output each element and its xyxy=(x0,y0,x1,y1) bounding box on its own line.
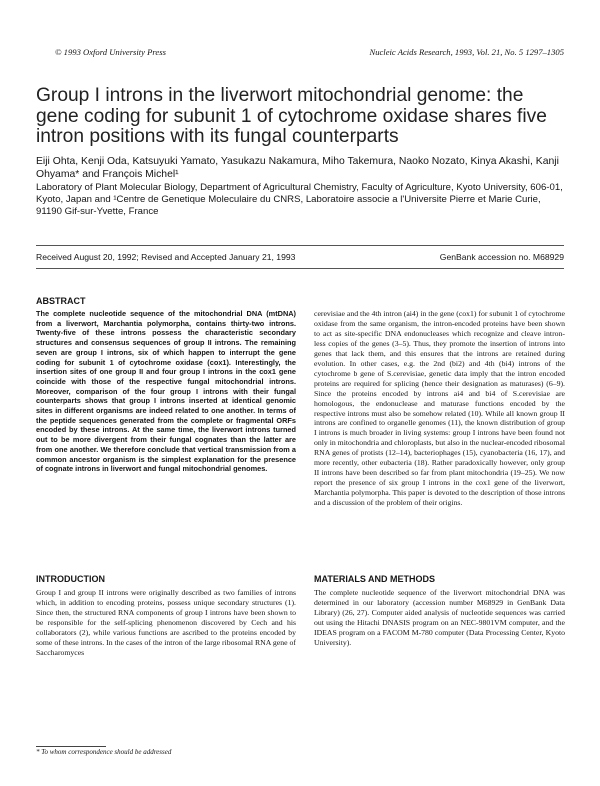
genbank-accession: GenBank accession no. M68929 xyxy=(439,252,564,262)
journal-copyright: © 1993 Oxford University Press xyxy=(55,47,166,57)
author-list: Eiji Ohta, Kenji Oda, Katsuyuki Yamato, Yasukazu Nakamura, Miho Takemura, Naoko Nozato, Kinya Akashi, Kanji Ohyama* and François Michel¹ xyxy=(36,156,559,180)
divider-top xyxy=(36,245,564,246)
introduction-body: Group I and group II introns were originally described as two families of introns which, in addition to encoding proteins, possess unique secondary structures (1). Since then, the structured RNA components of group I introns have been shown to be responsible for the self-splicing phenomenon discovered by Cech and his collaborators (2), while various functions are ascribed to the proteins encoded by some of these introns. In the cases of the intron of the large ribosomal RNA gene of Saccharomyces xyxy=(36,588,296,657)
affiliation: Laboratory of Plant Molecular Biology, Department of Agricultural Chemistry, Faculty of Agriculture, Kyoto University, 606-01, Kyoto, Japan and ¹Centre de Genetique Moleculaire du CNRS, Laboratoire associe a l'Universite Pierre et Marie Curie, 91190 Gif-sur-Yvette, France xyxy=(36,182,563,218)
received-dates: Received August 20, 1992; Revised and Accepted January 21, 1993 xyxy=(36,252,296,262)
methods-heading: MATERIALS AND METHODS xyxy=(314,574,435,584)
abstract-heading: ABSTRACT xyxy=(36,296,86,306)
divider-bottom xyxy=(36,268,564,269)
abstract-body: The complete nucleotide sequence of the mitochondrial DNA (mtDNA) from a liverwort, Marchantia polymorpha, contains thirty-two introns. Twenty-five of these introns possess the characteristic secondary structures and consensus sequences of group II introns. The remaining seven are group I introns, six of which happen to interrupt the gene coding for subunit 1 of cytochrome oxidase (cox1). Interestingly, the insertion sites of one group II and four group I introns in the cox1 gene coincide with those of the respective fungal mitochondrial introns. Moreover, comparison of the four group I introns with their fungal counterparts shows that group I introns inserted at identical genomic sites in different organisms are indeed related to one another. In terms of the peptide sequences generated from the complete or fragmental ORFs encoded by these introns. At the same time, the liverwort introns turned out to be more divergent from their fungal cognates than the latter are from one another. We therefore conclude that vertical transmission from a common ancestor organism is the simplest explanation for the presence of cognate introns in liverwort and fungal mitochondrial genomes. xyxy=(36,309,296,474)
footnote-rule xyxy=(36,746,106,747)
journal-citation: Nucleic Acids Research, 1993, Vol. 21, No. 5 1297–1305 xyxy=(369,47,564,57)
introduction-heading: INTRODUCTION xyxy=(36,574,105,584)
footnote: * To whom correspondence should be addressed xyxy=(36,748,172,756)
methods-body: The complete nucleotide sequence of the liverwort mitochondrial DNA was determined in our laboratory (accession number M68929 in GenBank Data Library) (26, 27). Computer aided analysis of nucleotide sequences was carried out using the Hitachi DNASIS program on an NEC-9801VM computer, and the IDEAS program on a FACOM M-780 computer (Data Processing Center, Kyoto University). xyxy=(314,588,565,647)
paper-title: Group I introns in the liverwort mitochondrial genome: the gene coding for subunit 1 of cytochrome oxidase shares five intron positions with its fungal counterparts xyxy=(36,85,547,147)
introduction-continued: cerevisiae and the 4th intron (ai4) in the gene (cox1) for subunit 1 of cytochrome oxidase from the same organism, the intron-encoded proteins have been shown to act as site-specific DNA endonucleases which recognize and cleave intron-less copies of the genes (3–5). Thus, they promote the insertion of introns into genes that lack them, and this ensures that the introns are retained during evolution. In other cases, e.g. the 2nd (bi2) and 4th (bi4) introns of the cytochrome b gene of S.cerevisiae, genetic data imply that the intron encoded proteins are required for splicing (hence their designation as maturases) (6–9). Since the proteins encoded by introns ai4 and bi4 of S.cerevisiae are homologous, the endonuclease and maturase functions encoded by the respective introns must also be somehow related (10). While all known group II introns are confined to organelle genomes (11), the known distribution of group I introns is much broader in living systems: group I introns have been found not only in mitochondria and chloroplasts, but also in the nuclear-encoded ribosomal RNA genes of protists (12–14), bacteriophages (15), cyanobacteria (16, 17), and more recently, other eubacteria (18). Rather paradoxically however, only group II introns have been described so far from plant mitochondria (19–25). We now report the presence of six group I introns in the cox1 gene of the liverwort, Marchantia polymorpha. This paper is devoted to the description of those introns and a discussion of the problem of their origins. xyxy=(314,309,566,508)
